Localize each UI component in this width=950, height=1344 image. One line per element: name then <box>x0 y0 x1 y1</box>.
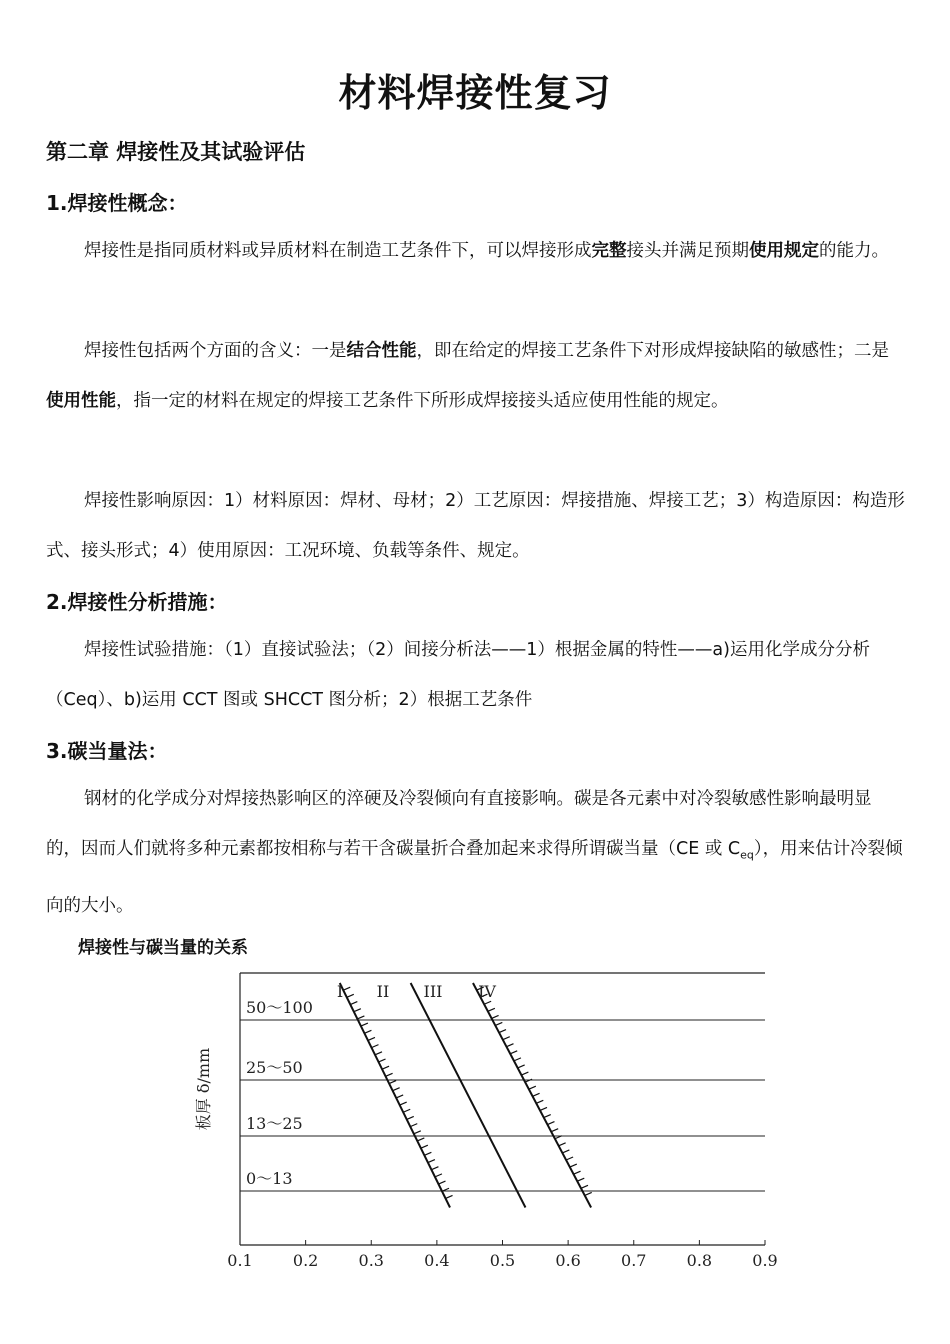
hatch-mark <box>393 1088 400 1091</box>
hatch-mark <box>350 1002 357 1005</box>
hatch-mark <box>577 1178 584 1181</box>
band-label: 0～13 <box>246 1169 293 1188</box>
hatch-mark <box>431 1167 438 1170</box>
hatch-mark <box>424 1152 431 1155</box>
hatch-mark <box>343 987 350 990</box>
x-tick-label: 0.9 <box>752 1251 778 1270</box>
x-tick-label: 0.6 <box>555 1251 581 1270</box>
text-run: 焊接性试验措施：（1）直接试验法；（2）间接分析法——1）根据金属的特性——a)运用化学成分分析（Ceq）、b)运用 CCT 图或 SHCCT 图分析；2）根据工艺条件 <box>46 640 870 710</box>
hatch-mark <box>407 1116 414 1119</box>
paragraph <box>46 774 906 931</box>
band-label: 50～100 <box>246 998 313 1017</box>
hatch-mark <box>544 1115 551 1118</box>
hatch-mark <box>540 1107 547 1110</box>
hatch-mark <box>361 1023 368 1026</box>
band-label: 25～50 <box>246 1058 303 1077</box>
hatch-mark <box>536 1100 543 1103</box>
paragraph <box>46 625 906 725</box>
hatch-mark <box>400 1102 407 1105</box>
x-tick-label: 0.1 <box>227 1251 253 1270</box>
hatch-mark <box>484 1001 491 1004</box>
hatch-mark <box>521 1072 528 1075</box>
hatch-mark <box>368 1037 375 1040</box>
paragraph <box>46 326 906 426</box>
hatch-mark <box>364 1030 371 1033</box>
y-axis-title: 板厚 δ/mm <box>194 1047 213 1131</box>
series-label-II: II <box>376 982 390 1001</box>
text-run: 接头并满足预期 <box>626 241 749 261</box>
text-run: 焊接性是指同质材料或异质材料在制造工艺条件下，可以焊接形成 <box>84 241 592 261</box>
hatch-mark <box>386 1073 393 1076</box>
hatch-mark <box>570 1164 577 1167</box>
series-line-II <box>411 983 526 1208</box>
hatch-mark <box>518 1065 525 1068</box>
hatch-mark <box>547 1122 554 1125</box>
hatch-mark <box>428 1160 435 1163</box>
text-run: eq <box>740 848 754 862</box>
hatch-mark <box>354 1009 361 1012</box>
hatch-mark <box>499 1030 506 1033</box>
hatch-mark <box>421 1145 428 1148</box>
section-heading-1: 1.焊接性概念： <box>46 191 188 215</box>
hatch-mark <box>357 1016 364 1019</box>
hatch-mark <box>403 1109 410 1112</box>
hatch-mark <box>410 1124 417 1127</box>
text-run: 钢材的化学成分对焊接热影响区的淬硬及冷裂倾向有直接影响。碳是各元素中对冷裂敏感性影响最明显的，因而人们就将多种元素都按相称与若干含碳量折合叠加起来求得所谓碳当量（CE 或 C <box>46 789 872 859</box>
hatch-mark <box>414 1131 421 1134</box>
hatch-mark <box>514 1058 521 1061</box>
series-label-IV: IV <box>478 982 496 1001</box>
hatch-mark <box>562 1150 569 1153</box>
x-tick-label: 0.7 <box>621 1251 647 1270</box>
series-label-I: I <box>336 982 344 1001</box>
hatch-mark <box>347 994 354 997</box>
chapter-heading: 第二章 焊接性及其试验评估 <box>46 140 306 164</box>
weldability-carbon-chart <box>185 965 785 1285</box>
text-run: ），用来估计冷裂倾向的大小。 <box>46 839 903 916</box>
hatch-mark <box>495 1022 502 1025</box>
hatch-mark <box>574 1171 581 1174</box>
hatch-mark <box>371 1045 378 1048</box>
bold-text: 结合性能 <box>346 341 417 361</box>
hatch-mark <box>506 1044 513 1047</box>
text-run: 的能力。 <box>819 241 889 261</box>
x-tick-label: 0.3 <box>358 1251 384 1270</box>
series-line-I <box>340 983 450 1208</box>
paragraph <box>46 226 906 276</box>
hatch-mark <box>503 1037 510 1040</box>
hatch-mark <box>435 1174 442 1177</box>
x-tick-label: 0.4 <box>424 1251 450 1270</box>
hatch-mark <box>417 1138 424 1141</box>
hatch-mark <box>446 1195 453 1198</box>
hatch-mark <box>379 1059 386 1062</box>
section-heading-2: 2.焊接性分析措施： <box>46 590 228 614</box>
hatch-mark <box>533 1093 540 1096</box>
bold-text: 使用性能 <box>46 391 116 411</box>
hatch-mark <box>375 1052 382 1055</box>
hatch-mark <box>389 1081 396 1084</box>
band-label: 13～25 <box>246 1114 303 1133</box>
x-tick-label: 0.2 <box>292 1251 319 1270</box>
figure-caption: 焊接性与碳当量的关系 <box>78 938 248 958</box>
hatch-mark <box>585 1192 592 1195</box>
hatch-mark <box>492 1015 499 1018</box>
hatch-mark <box>529 1086 536 1089</box>
hatch-mark <box>488 1008 495 1011</box>
hatch-mark <box>559 1143 566 1146</box>
series-line-III <box>473 983 591 1208</box>
bold-text: 完整 <box>591 241 627 261</box>
hatch-mark <box>382 1066 389 1069</box>
hatch-mark <box>510 1051 517 1054</box>
bold-text: 使用规定 <box>749 241 819 261</box>
text-run: 焊接性包括两个方面的含义：一是 <box>84 341 347 361</box>
x-tick-label: 0.5 <box>489 1251 516 1270</box>
hatch-mark <box>438 1181 445 1184</box>
paragraph <box>46 476 906 576</box>
document-title: 材料焊接性复习 <box>338 71 612 115</box>
x-tick-label: 0.8 <box>686 1251 713 1270</box>
hatch-mark <box>566 1157 573 1160</box>
hatch-mark <box>396 1095 403 1098</box>
hatch-mark <box>581 1185 588 1188</box>
series-label-III: III <box>423 982 443 1001</box>
hatch-mark <box>551 1129 558 1132</box>
section-heading-3: 3.碳当量法： <box>46 739 168 763</box>
text-run: ，即在给定的焊接工艺条件下对形成焊接缺陷的敏感性；二是 <box>416 341 889 361</box>
text-run: 焊接性影响原因：1）材料原因：焊材、母材；2）工艺原因：焊接措施、焊接工艺；3）构造原因：构造形式、接头形式；4）使用原因：工况环境、负载等条件、规定。 <box>46 491 905 561</box>
text-run: ，指一定的材料在规定的焊接工艺条件下所形成焊接接头适应使用性能的规定。 <box>116 391 729 411</box>
